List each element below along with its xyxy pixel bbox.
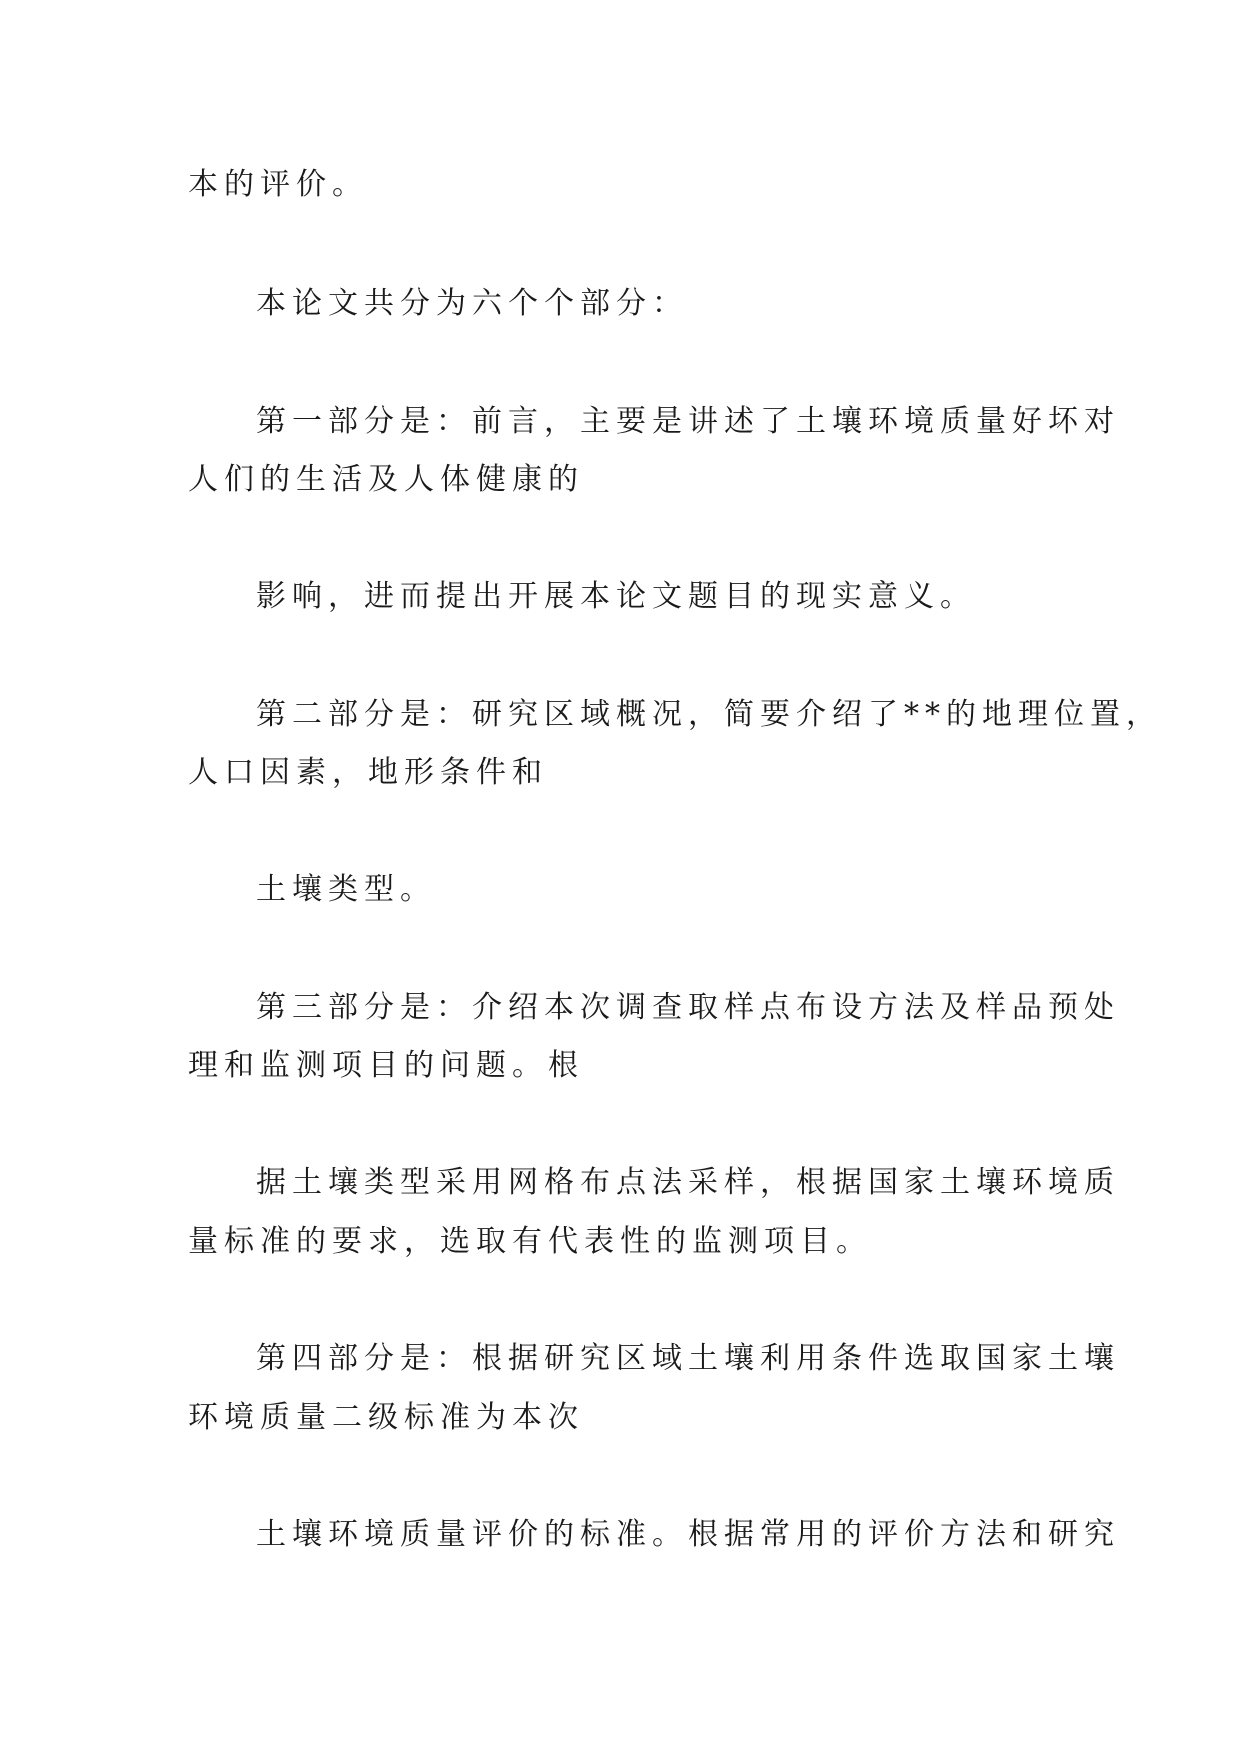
text-line-10: 理和监测项目的问题。根 <box>188 1048 584 1083</box>
text-line-3: 第一部分是：前言，主要是讲述了土壤环境质量好坏对 <box>256 404 1120 439</box>
text-line-15: 土壤环境质量评价的标准。根据常用的评价方法和研究 <box>256 1517 1120 1552</box>
text-line-6: 第二部分是：研究区域概况，简要介绍了**的地理位置， <box>256 697 1162 732</box>
text-line-5: 影响，进而提出开展本论文题目的现实意义。 <box>256 579 976 614</box>
text-line-4: 人们的生活及人体健康的 <box>188 462 584 497</box>
text-line-11: 据土壤类型采用网格布点法采样，根据国家土壤环境质 <box>256 1165 1120 1200</box>
text-line-12: 量标准的要求，选取有代表性的监测项目。 <box>188 1224 872 1259</box>
text-line-2: 本论文共分为六个个部分： <box>256 286 688 321</box>
text-line-14: 环境质量二级标准为本次 <box>188 1400 584 1435</box>
text-line-9: 第三部分是：介绍本次调查取样点布设方法及样品预处 <box>256 990 1120 1025</box>
text-line-7: 人口因素，地形条件和 <box>188 755 548 790</box>
text-line-13: 第四部分是：根据研究区域土壤利用条件选取国家土壤 <box>256 1341 1120 1376</box>
text-line-8: 土壤类型。 <box>256 872 436 907</box>
text-line-1: 本的评价。 <box>188 167 368 202</box>
